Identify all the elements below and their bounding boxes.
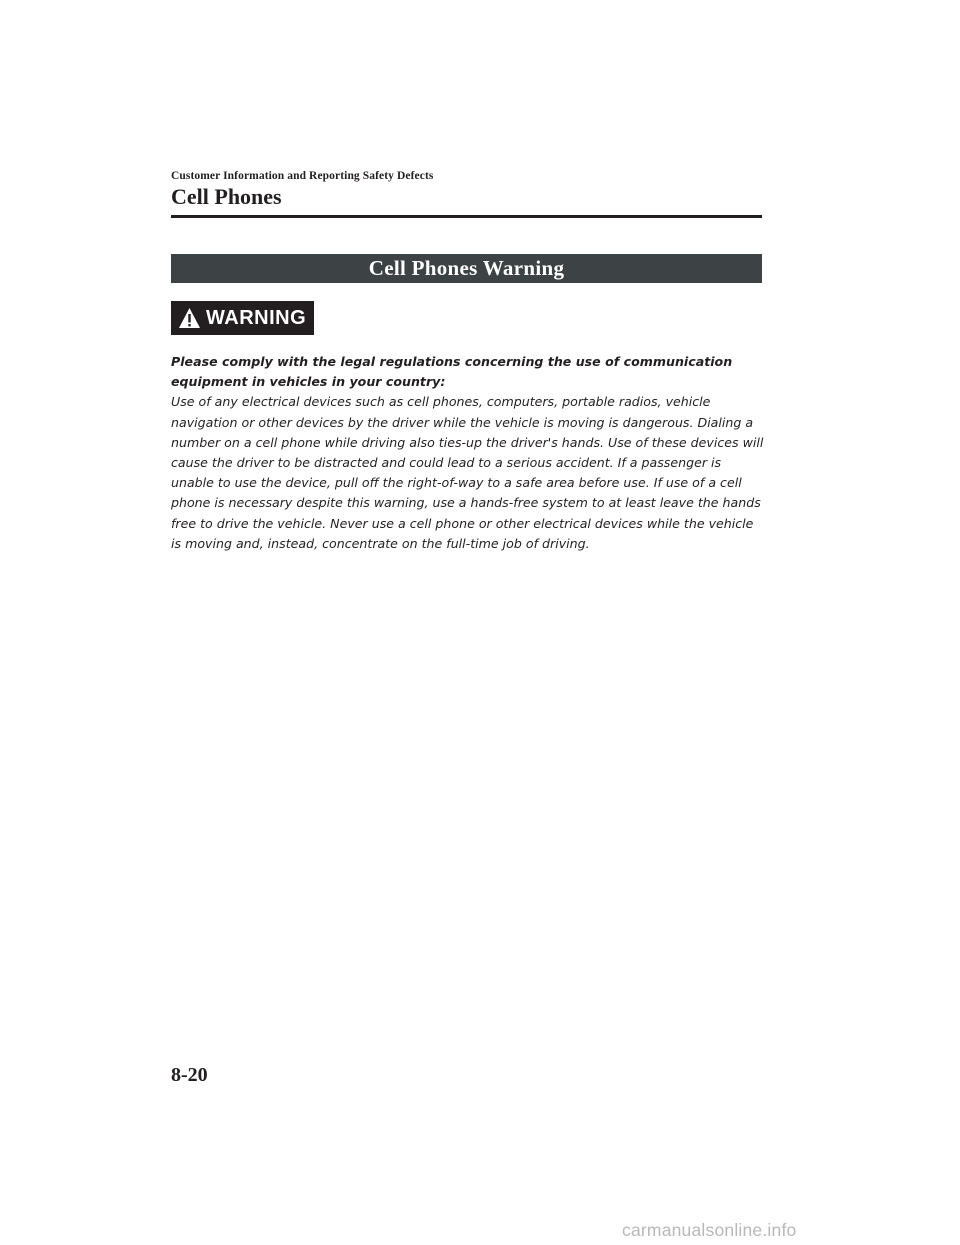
watermark: carmanualsonline.info <box>622 1220 797 1240</box>
topic-title-bar <box>171 254 762 283</box>
warning-badge-fill <box>172 302 313 334</box>
header-rule <box>171 215 762 218</box>
warning-lead-text: Please comply with the legal regulations concerning the use of communication equipment in vehicles in your country: <box>171 354 733 390</box>
warning-label: WARNING <box>206 306 307 329</box>
page-number: 8-20 <box>171 1064 208 1086</box>
warning-badge <box>171 301 314 335</box>
warning-triangle-icon <box>178 307 201 329</box>
chapter-label: Customer Information and Reporting Safety Defects <box>171 170 434 182</box>
warning-body <box>171 352 765 554</box>
section-title: Cell Phones <box>171 184 282 209</box>
topic-title: Cell Phones Warning <box>368 256 565 280</box>
warning-body-text: Use of any electrical devices such as cell phones, computers, portable radios, vehicle navigation or other devices by the driver while the vehicle is moving is dangerous. Dialing a number on a cell phone while driving also ties-up the driver's hands. Use of these devices will cause the driver to be distracted and could lead to a serious accident. If a passenger is unable to use the device, pull off the right-of-way to a safe area before use. If use of a cell phone is necessary despite this warning, use a hands-free system to at least leave the hands free to drive the vehicle. Never use a cell phone or other electrical devices while the vehicle is moving and, instead, concentrate on the full-time job of driving. <box>171 394 764 551</box>
